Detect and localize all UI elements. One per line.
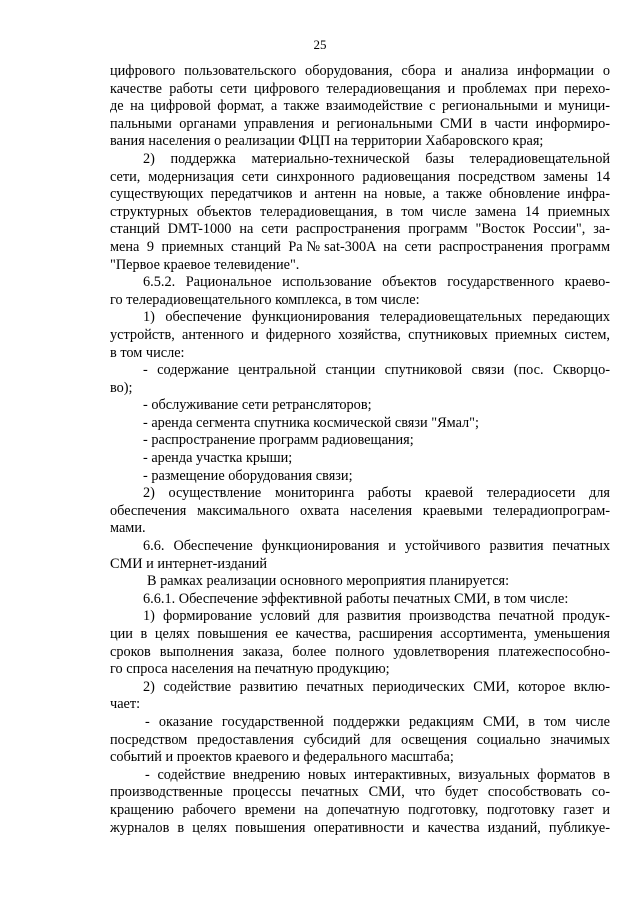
text-line: в том числе: — [110, 344, 185, 361]
text-line: производственные процессы печатных СМИ, что будет способствовать со- — [110, 784, 610, 801]
text-line: го телерадиовещательного комплекса, в том числе: — [110, 291, 420, 308]
text-line: - обслуживание сети ретрансляторов; — [143, 397, 372, 414]
text-line: - содействие внедрению новых интерактивных, визуальных форматов в — [145, 766, 610, 783]
text-line: - аренда участка крыши; — [143, 450, 293, 467]
text-line: обеспечения максимального охвата населения краевыми телерадиопрограм- — [110, 502, 610, 519]
text-line: сроков выполнения заказа, более полного удовлетворения платежеспособно- — [110, 643, 610, 660]
document-body — [110, 63, 610, 837]
text-line: чает: — [110, 696, 141, 713]
text-line: посредством предоставления субсидий для освещения социально значимых — [110, 731, 610, 748]
text-line: - оказание государственной поддержки редакциям СМИ, в том числе — [145, 713, 610, 730]
text-line: кращению рабочего времени на допечатную подготовку, подготовку газет и — [110, 801, 610, 818]
text-line: цифрового пользовательского оборудования, сбора и анализа информации о — [110, 63, 610, 79]
page-number: 25 — [313, 37, 327, 52]
text-line: 2) осуществление мониторинга работы краевой телерадиосети для — [143, 485, 610, 502]
text-line: событий и проектов краевого и федерального масштаба; — [110, 749, 454, 766]
text-line: "Первое краевое телевидение". — [110, 256, 300, 273]
text-line: 1) обеспечение функционирования телерадиовещательных передающих — [143, 309, 610, 326]
text-line: вания населения о реализации ФЦП на территории Хабаровского края; — [110, 133, 544, 150]
text-line: во); — [110, 379, 133, 396]
text-line: - содержание центральной станции спутниковой связи (пос. Скворцо- — [143, 362, 610, 379]
text-line: сети, модернизация сети синхронного радиовещания посредством замены 14 — [110, 168, 610, 185]
text-line: существующих передатчиков и антенн на новые, а также обновление инфра- — [110, 186, 610, 203]
text-line: 2) содействие развитию печатных периодических СМИ, которое вклю- — [143, 678, 610, 695]
text-line: журналов в целях повышения оперативности и качества изданий, публикуе- — [110, 819, 610, 836]
text-line: мами. — [110, 520, 146, 537]
text-line: станций DMT-1000 на сети распространения программ "Восток России", за- — [110, 221, 610, 238]
text-line: СМИ и интернет-изданий — [110, 555, 268, 572]
text-line: В рамках реализации основного мероприятия планируется: — [147, 573, 510, 590]
text-line: 6.6.1. Обеспечение эффективной работы печатных СМИ, в том числе: — [143, 590, 569, 607]
text-line: - распространение программ радиовещания; — [143, 432, 414, 449]
text-line: - аренда сегмента спутника космической связи "Ямал"; — [143, 414, 479, 431]
text-line: 1) формирование условий для развития производства печатной продук- — [143, 608, 610, 625]
text-line: 6.6. Обеспечение функционирования и устойчивого развития печатных — [143, 538, 610, 555]
text-line: ции в целях повышения ее качества, расширения ассортимента, уменьшения — [110, 626, 610, 642]
text-line: 6.5.2. Рациональное использование объектов государственного краево- — [143, 274, 610, 291]
text-line: го спроса населения на печатную продукцию; — [110, 661, 390, 678]
text-line: 2) поддержка материально-технической базы телерадиовещательной — [143, 150, 610, 167]
text-line: де на цифровой формат, а также взаимодействие с региональными и муници- — [110, 98, 610, 115]
text-line: мена 9 приемных станций Pa№sat-300A на сети распространения программ — [110, 238, 610, 255]
text-line: качестве работы сети цифрового телерадиовещания и проблемах при перехо- — [110, 80, 610, 97]
text-line: структурных объектов телерадиовещания, в том числе замена 14 приемных — [110, 203, 610, 220]
text-line: пальными органами управления и региональными СМИ в части информиро- — [110, 115, 610, 132]
text-line: - размещение оборудования связи; — [143, 467, 353, 484]
text-line: устройств, антенного и фидерного хозяйства, спутниковых приемных систем, — [110, 326, 610, 343]
